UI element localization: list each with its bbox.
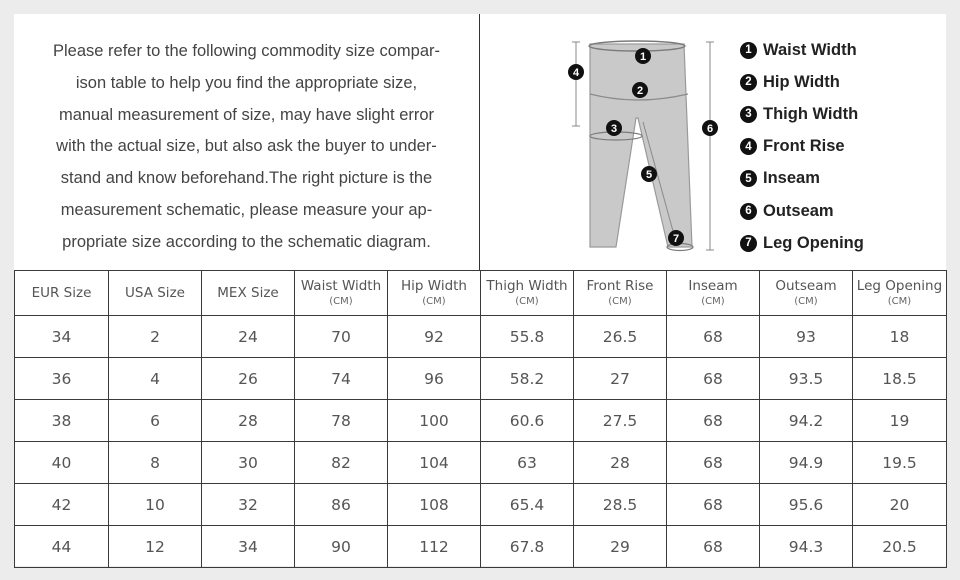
table-cell: 28 — [574, 442, 667, 484]
table-cell: 63 — [481, 442, 574, 484]
legend-item — [740, 34, 940, 66]
table-cell: 104 — [388, 442, 481, 484]
table-cell: 94.9 — [760, 442, 853, 484]
table-cell: 40 — [15, 442, 109, 484]
svg-text:5: 5 — [645, 169, 653, 181]
table-cell: 94.2 — [760, 400, 853, 442]
table-cell: 58.2 — [481, 358, 574, 400]
table-cell: 6 — [109, 400, 202, 442]
marker-leg-opening — [668, 230, 684, 246]
table-cell: 20.5 — [853, 526, 947, 568]
table-cell: 96 — [388, 358, 481, 400]
table-cell: 100 — [388, 400, 481, 442]
column-header: Waist Width (CM) — [295, 271, 388, 316]
intro-line: stand and know beforehand.The right picture is the — [60, 169, 433, 188]
table-header-row — [15, 271, 947, 316]
table-cell: 70 — [295, 316, 388, 358]
table-cell: 38 — [15, 400, 109, 442]
legend-item — [740, 131, 940, 163]
table-row — [15, 526, 947, 568]
size-table — [14, 270, 947, 568]
table-cell: 34 — [202, 526, 295, 568]
column-header: EUR Size — [15, 271, 109, 316]
table-row — [15, 442, 947, 484]
size-chart — [14, 14, 946, 566]
marker-thigh — [606, 120, 622, 136]
table-cell: 67.8 — [481, 526, 574, 568]
table-cell: 34 — [15, 316, 109, 358]
pants-measurement-diagram-icon — [554, 22, 754, 262]
marker-front-rise — [568, 64, 584, 80]
table-cell: 92 — [388, 316, 481, 358]
table-cell: 24 — [202, 316, 295, 358]
measurement-legend — [740, 34, 940, 259]
legend-item — [740, 163, 940, 195]
legend-number: 6 — [740, 203, 757, 220]
intro-line: measurement schematic, please measure your ap- — [60, 200, 433, 219]
legend-number: 3 — [740, 106, 757, 123]
size-guide-header — [14, 14, 946, 270]
legend-label: Leg Opening — [763, 233, 864, 252]
table-cell: 108 — [388, 484, 481, 526]
table-cell: 95.6 — [760, 484, 853, 526]
table-cell: 19 — [853, 400, 947, 442]
column-header: Thigh Width (CM) — [481, 271, 574, 316]
column-header: Inseam (CM) — [667, 271, 760, 316]
marker-inseam — [641, 166, 657, 182]
svg-text:1: 1 — [639, 51, 647, 63]
table-cell: 68 — [667, 358, 760, 400]
table-cell: 10 — [109, 484, 202, 526]
legend-number: 1 — [740, 42, 757, 59]
legend-number: 2 — [740, 74, 757, 91]
column-header: USA Size — [109, 271, 202, 316]
table-cell: 4 — [109, 358, 202, 400]
table-row — [15, 358, 947, 400]
svg-text:7: 7 — [672, 233, 680, 245]
column-header: Hip Width (CM) — [388, 271, 481, 316]
marker-waist — [635, 48, 651, 64]
table-cell: 26.5 — [574, 316, 667, 358]
table-cell: 32 — [202, 484, 295, 526]
column-header: Front Rise (CM) — [574, 271, 667, 316]
table-cell: 93 — [760, 316, 853, 358]
svg-text:6: 6 — [706, 123, 714, 135]
legend-number: 4 — [740, 138, 757, 155]
table-cell: 90 — [295, 526, 388, 568]
legend-number: 7 — [740, 235, 757, 252]
table-cell: 112 — [388, 526, 481, 568]
legend-number: 5 — [740, 170, 757, 187]
table-cell: 28.5 — [574, 484, 667, 526]
table-cell: 26 — [202, 358, 295, 400]
header-divider — [479, 14, 480, 270]
marker-hip — [632, 82, 648, 98]
table-cell: 8 — [109, 442, 202, 484]
table-cell: 2 — [109, 316, 202, 358]
intro-line: manual measurement of size, may have slight error — [58, 105, 435, 124]
table-cell: 28 — [202, 400, 295, 442]
legend-label: Outseam — [763, 201, 834, 220]
table-cell: 82 — [295, 442, 388, 484]
intro-line: propriate size according to the schematic diagram. — [62, 232, 431, 251]
svg-text:3: 3 — [610, 123, 618, 135]
intro-text — [14, 14, 479, 270]
pants-shape — [590, 44, 692, 247]
marker-outseam — [702, 120, 718, 136]
table-cell: 78 — [295, 400, 388, 442]
table-cell: 68 — [667, 484, 760, 526]
table-cell: 93.5 — [760, 358, 853, 400]
table-cell: 18.5 — [853, 358, 947, 400]
table-cell: 12 — [109, 526, 202, 568]
legend-item — [740, 227, 940, 259]
intro-line: with the actual size, but also ask the buyer to under- — [56, 137, 437, 156]
table-cell: 44 — [15, 526, 109, 568]
table-cell: 68 — [667, 526, 760, 568]
table-cell: 65.4 — [481, 484, 574, 526]
column-header: Outseam (CM) — [760, 271, 853, 316]
table-cell: 27.5 — [574, 400, 667, 442]
table-cell: 68 — [667, 442, 760, 484]
legend-item — [740, 195, 940, 227]
svg-text:4: 4 — [572, 67, 580, 79]
table-cell: 27 — [574, 358, 667, 400]
table-cell: 86 — [295, 484, 388, 526]
legend-label: Front Rise — [763, 137, 845, 156]
table-cell: 18 — [853, 316, 947, 358]
table-cell: 55.8 — [481, 316, 574, 358]
legend-label: Thigh Width — [763, 104, 859, 123]
table-cell: 74 — [295, 358, 388, 400]
table-cell: 36 — [15, 358, 109, 400]
table-row — [15, 400, 947, 442]
legend-label: Inseam — [763, 169, 820, 188]
table-row — [15, 316, 947, 358]
intro-line: Please refer to the following commodity size compar- — [53, 42, 440, 60]
column-header: MEX Size — [202, 271, 295, 316]
table-cell: 20 — [853, 484, 947, 526]
table-cell: 42 — [15, 484, 109, 526]
table-cell: 30 — [202, 442, 295, 484]
table-cell: 94.3 — [760, 526, 853, 568]
table-cell: 68 — [667, 400, 760, 442]
svg-text:2: 2 — [636, 85, 644, 97]
table-cell: 68 — [667, 316, 760, 358]
legend-item — [740, 98, 940, 130]
intro-line: ison table to help you find the appropriate size, — [75, 73, 418, 92]
table-cell: 29 — [574, 526, 667, 568]
column-header: Leg Opening (CM) — [853, 271, 947, 316]
table-row — [15, 484, 947, 526]
table-cell: 19.5 — [853, 442, 947, 484]
table-cell: 60.6 — [481, 400, 574, 442]
legend-item — [740, 66, 940, 98]
legend-label: Waist Width — [763, 40, 857, 59]
legend-label: Hip Width — [763, 72, 840, 91]
